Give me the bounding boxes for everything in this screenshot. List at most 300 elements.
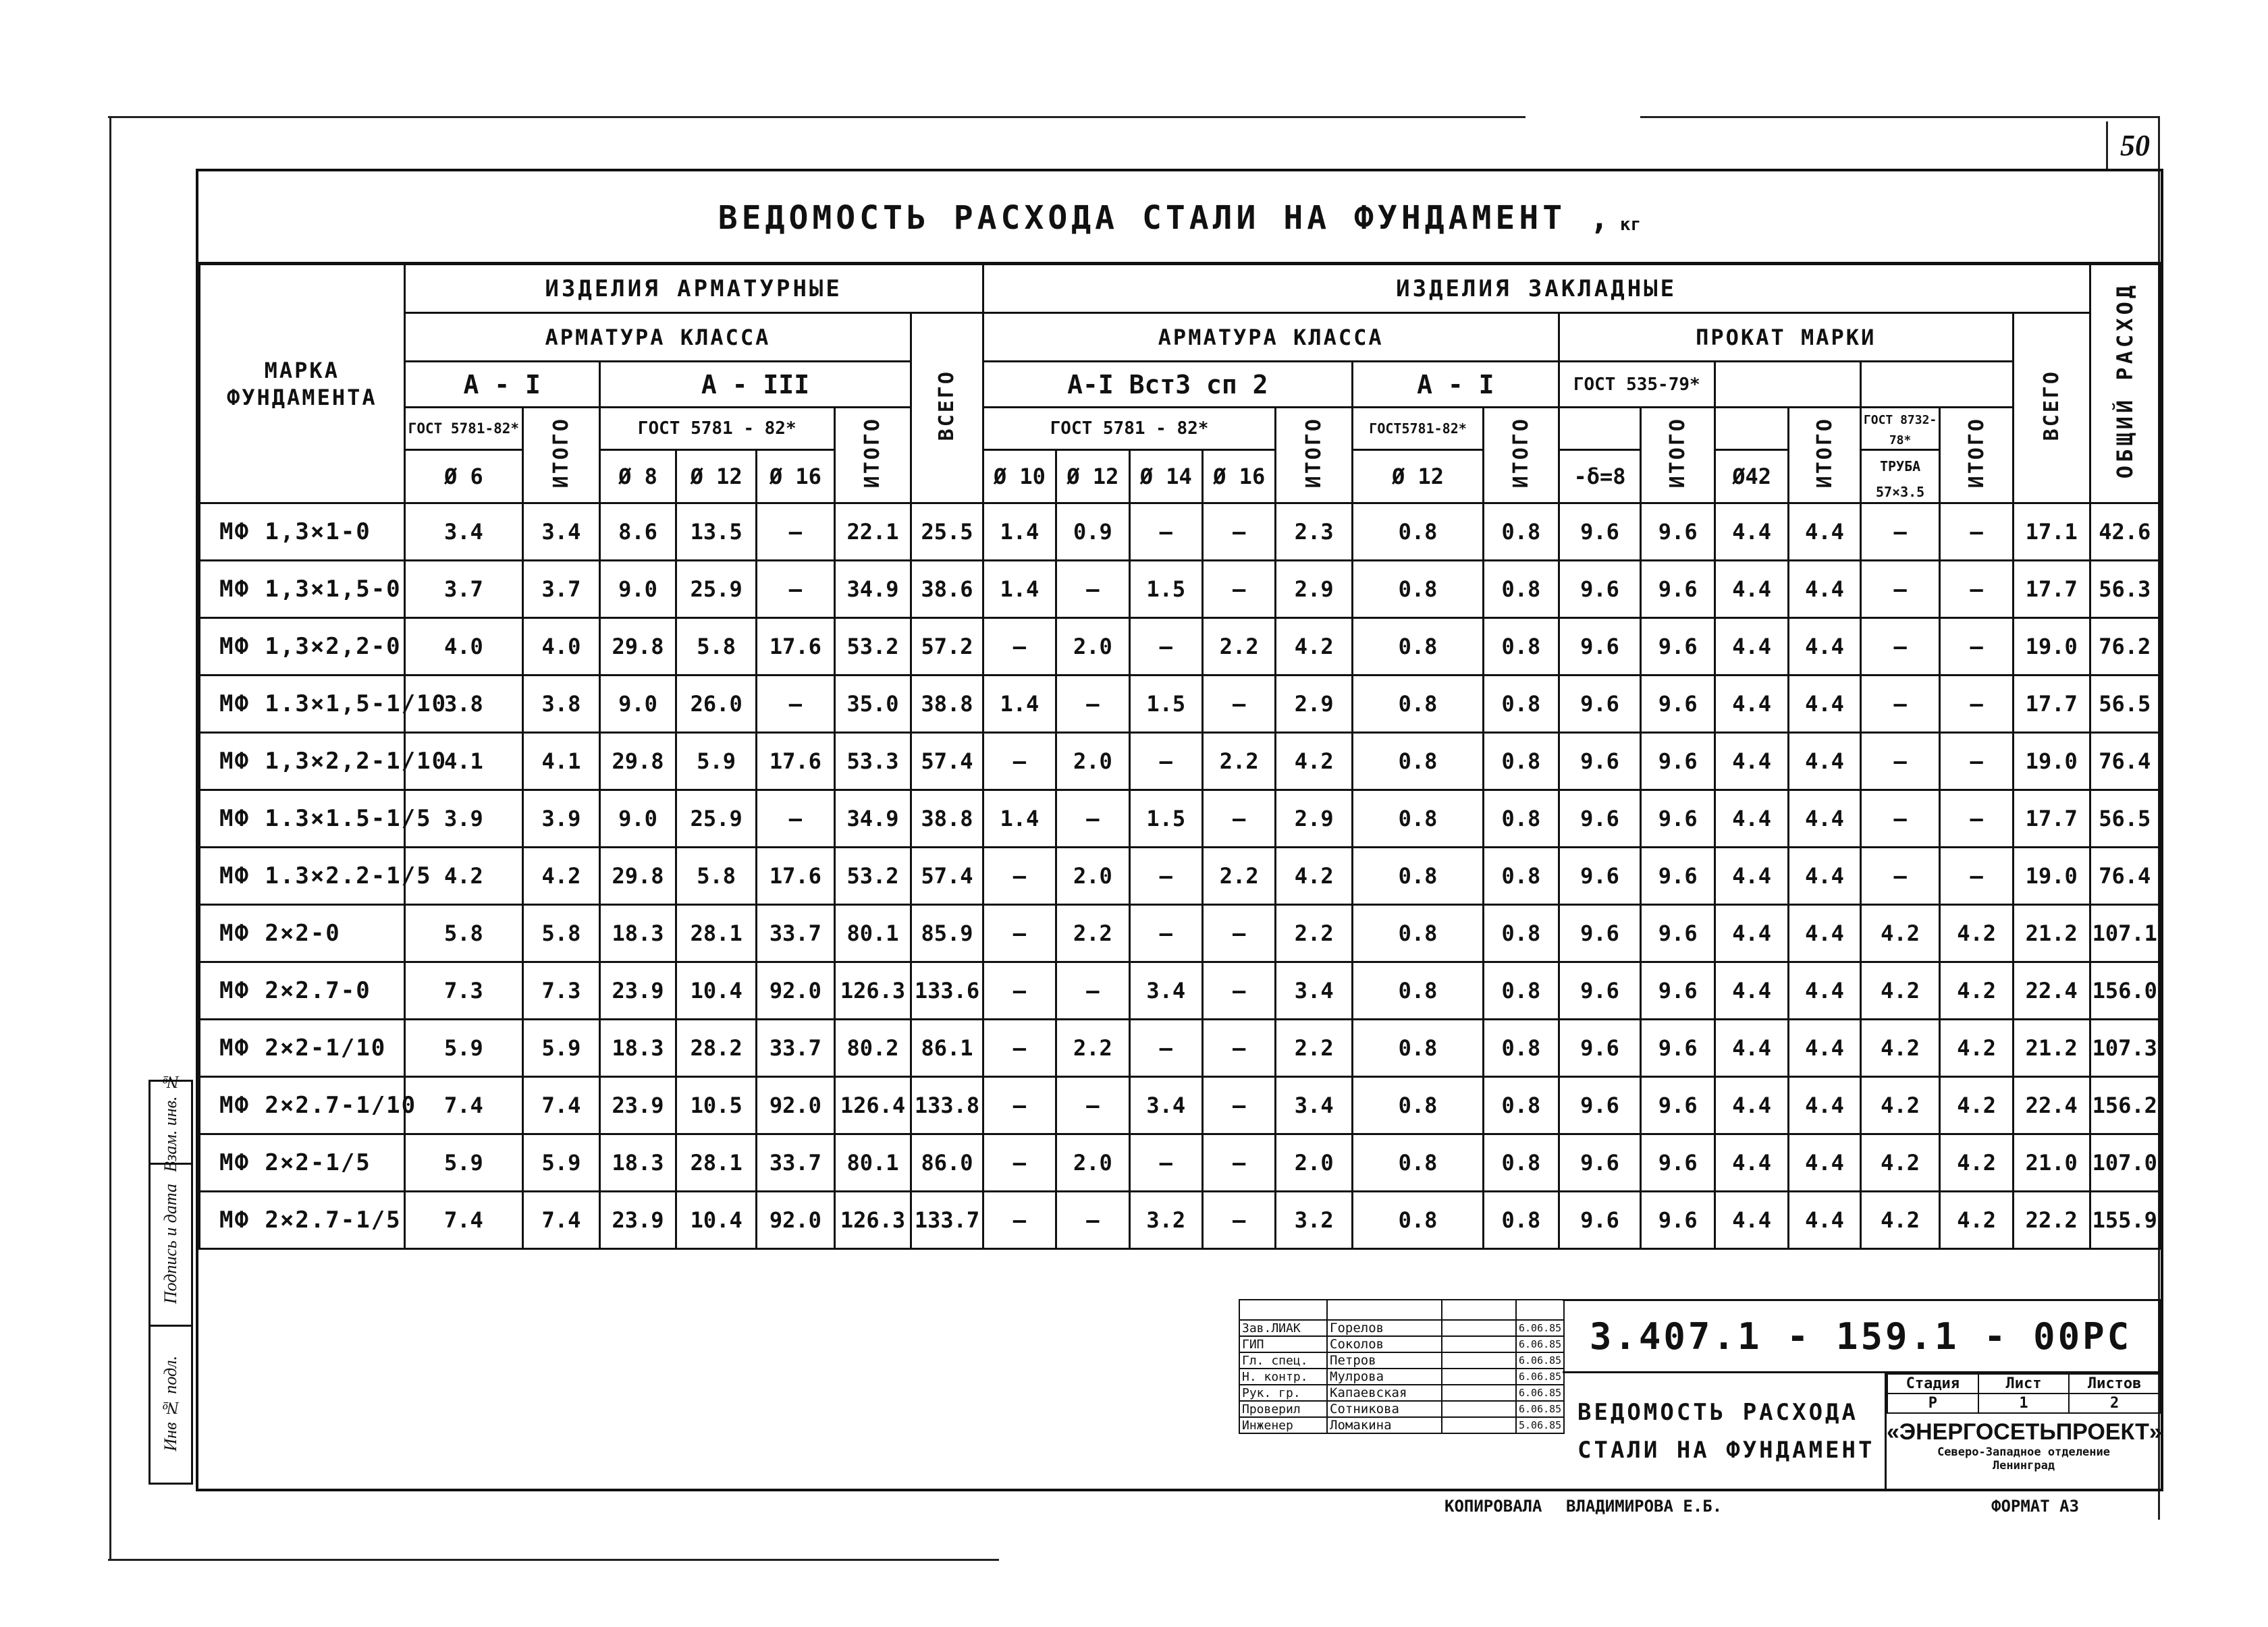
value-cell: — xyxy=(1940,503,2013,561)
value-cell: 0.8 xyxy=(1352,848,1483,905)
value-cell: 5.8 xyxy=(676,618,757,675)
value-cell: 5.9 xyxy=(676,733,757,790)
header-d42: Ø42 xyxy=(1714,450,1788,503)
value-cell: 9.0 xyxy=(599,790,676,848)
value-cell: — xyxy=(983,962,1056,1020)
value-cell: — xyxy=(983,1020,1056,1077)
value-cell: 4.4 xyxy=(1789,790,1860,848)
value-cell: 38.8 xyxy=(911,675,983,733)
value-cell: 9.6 xyxy=(1559,561,1641,618)
value-cell: 2.2 xyxy=(1202,618,1275,675)
value-cell: 5.9 xyxy=(404,1020,523,1077)
value-cell: 18.3 xyxy=(599,905,676,962)
value-cell: 9.6 xyxy=(1559,905,1641,962)
table-row xyxy=(200,1077,2160,1134)
org-sub-2: Ленинград xyxy=(1992,1459,2055,1472)
mark-cell: МФ 1.3×1,5-1/10 xyxy=(200,675,405,733)
signature-person: Ломакина xyxy=(1327,1417,1442,1433)
value-cell: 2.9 xyxy=(1276,675,1353,733)
value-cell: 1.5 xyxy=(1129,675,1202,733)
header-a3: А - III xyxy=(599,362,911,408)
value-cell: 4.2 xyxy=(1940,905,2013,962)
value-cell: 9.6 xyxy=(1641,905,1714,962)
header-a1-b: А - I xyxy=(1352,362,1559,408)
header-rebar-products: ИЗДЕЛИЯ АРМАТУРНЫЕ xyxy=(404,265,983,313)
value-cell: 4.2 xyxy=(404,848,523,905)
value-cell: 4.2 xyxy=(1860,1134,1940,1192)
organization xyxy=(1887,1414,2161,1489)
value-cell: 0.9 xyxy=(1056,503,1129,561)
value-cell: — xyxy=(757,790,835,848)
signature-row xyxy=(1239,1401,1564,1417)
value-cell: 17.7 xyxy=(2013,561,2090,618)
value-cell: 0.8 xyxy=(1352,618,1483,675)
mark-cell: МФ 2×2-1/10 xyxy=(200,1020,405,1077)
mark-cell: МФ 2×2.7-1/5 xyxy=(200,1192,405,1249)
header-d10: Ø 10 xyxy=(983,450,1056,503)
header-vsego-1: ВСЕГО xyxy=(911,313,983,503)
table-row xyxy=(200,1192,2160,1249)
value-cell: — xyxy=(983,1077,1056,1134)
value-cell: 1.5 xyxy=(1129,561,1202,618)
value-cell: 9.6 xyxy=(1641,962,1714,1020)
value-cell: 25.9 xyxy=(676,561,757,618)
value-cell: 0.8 xyxy=(1484,962,1559,1020)
value-cell: — xyxy=(983,905,1056,962)
value-cell: — xyxy=(1860,848,1940,905)
value-cell: 19.0 xyxy=(2013,618,2090,675)
value-cell: 9.6 xyxy=(1559,618,1641,675)
value-cell: — xyxy=(1860,561,1940,618)
value-cell: — xyxy=(1202,503,1275,561)
value-cell: — xyxy=(1202,1192,1275,1249)
value-cell: 3.4 xyxy=(404,503,523,561)
list-header: Лист xyxy=(1978,1374,2070,1394)
value-cell: 0.8 xyxy=(1484,848,1559,905)
header-empty-2 xyxy=(1860,362,2013,408)
value-cell: 76.2 xyxy=(2090,618,2159,675)
table-row xyxy=(200,733,2160,790)
top-cut-line-right xyxy=(1640,116,2160,118)
value-cell: 4.2 xyxy=(1940,1134,2013,1192)
value-cell: 4.4 xyxy=(1714,1020,1788,1077)
value-cell: 0.8 xyxy=(1484,1134,1559,1192)
value-cell: 38.6 xyxy=(911,561,983,618)
value-cell: 85.9 xyxy=(911,905,983,962)
value-cell: — xyxy=(1129,1134,1202,1192)
bottom-cut-line xyxy=(108,1559,999,1561)
value-cell: 0.8 xyxy=(1352,1020,1483,1077)
signature-row xyxy=(1239,1320,1564,1336)
value-cell: 107.3 xyxy=(2090,1020,2159,1077)
value-cell: 4.2 xyxy=(1940,1077,2013,1134)
value-cell: 17.1 xyxy=(2013,503,2090,561)
table-row xyxy=(200,561,2160,618)
value-cell: 42.6 xyxy=(2090,503,2159,561)
signature-row xyxy=(1239,1352,1564,1369)
value-cell: 0.8 xyxy=(1484,790,1559,848)
value-cell: 19.0 xyxy=(2013,848,2090,905)
value-cell: 9.6 xyxy=(1641,1020,1714,1077)
value-cell: 4.2 xyxy=(1860,1020,1940,1077)
value-cell: 29.8 xyxy=(599,733,676,790)
value-cell: 28.1 xyxy=(676,1134,757,1192)
value-cell: 23.9 xyxy=(599,1192,676,1249)
value-cell: 2.0 xyxy=(1056,1134,1129,1192)
value-cell: 17.7 xyxy=(2013,675,2090,733)
value-cell: 0.8 xyxy=(1352,905,1483,962)
signature-role: Инженер xyxy=(1239,1417,1327,1433)
value-cell: 3.8 xyxy=(523,675,600,733)
value-cell: 3.4 xyxy=(1276,1077,1353,1134)
signature-mark xyxy=(1442,1352,1516,1369)
value-cell: — xyxy=(1202,790,1275,848)
value-cell: 4.4 xyxy=(1789,503,1860,561)
value-cell: 4.4 xyxy=(1789,1134,1860,1192)
value-cell: 7.4 xyxy=(404,1192,523,1249)
value-cell: 9.6 xyxy=(1641,1134,1714,1192)
signature-role: Проверил xyxy=(1239,1401,1327,1417)
sheet-number: 50 xyxy=(2106,121,2162,171)
header-itogo-a1b: ИТОГО xyxy=(1484,408,1559,503)
value-cell: 9.0 xyxy=(599,675,676,733)
value-cell: 5.8 xyxy=(404,905,523,962)
value-cell: 4.2 xyxy=(523,848,600,905)
value-cell: 56.5 xyxy=(2090,675,2159,733)
value-cell: 9.6 xyxy=(1559,675,1641,733)
value-cell: 92.0 xyxy=(757,1192,835,1249)
table-row xyxy=(200,675,2160,733)
value-cell: 2.0 xyxy=(1276,1134,1353,1192)
value-cell: 9.6 xyxy=(1559,1077,1641,1134)
value-cell: — xyxy=(1129,733,1202,790)
signature-row xyxy=(1239,1385,1564,1401)
value-cell: — xyxy=(983,618,1056,675)
header-gost8732: ГОСТ 8732-78* xyxy=(1860,408,1940,450)
value-cell: — xyxy=(1056,1077,1129,1134)
value-cell: — xyxy=(1202,1134,1275,1192)
value-cell: 4.2 xyxy=(1860,1192,1940,1249)
value-cell: — xyxy=(983,733,1056,790)
value-cell: 4.4 xyxy=(1714,503,1788,561)
mark-cell: МФ 2×2.7-0 xyxy=(200,962,405,1020)
value-cell: 3.7 xyxy=(523,561,600,618)
value-cell: 17.7 xyxy=(2013,790,2090,848)
value-cell: 156.0 xyxy=(2090,962,2159,1020)
value-cell: 2.2 xyxy=(1056,1020,1129,1077)
value-cell: 4.4 xyxy=(1789,848,1860,905)
value-cell: 4.4 xyxy=(1789,561,1860,618)
lists-value: 2 xyxy=(2069,1394,2160,1413)
header-d12-vst3: Ø 12 xyxy=(1056,450,1129,503)
copied-label: КОПИРОВАЛА xyxy=(1444,1497,1542,1516)
value-cell: 1.5 xyxy=(1129,790,1202,848)
value-cell: 56.5 xyxy=(2090,790,2159,848)
header-blank-s xyxy=(1559,408,1641,450)
document-code: 3.407.1 - 159.1 - 00РС xyxy=(1563,1299,2161,1373)
value-cell: 9.0 xyxy=(599,561,676,618)
value-cell: 80.1 xyxy=(834,1134,911,1192)
value-cell: 5.9 xyxy=(404,1134,523,1192)
mark-cell: МФ 1.3×2.2-1/5 xyxy=(200,848,405,905)
value-cell: 9.6 xyxy=(1641,1077,1714,1134)
value-cell: 1.4 xyxy=(983,561,1056,618)
value-cell: 23.9 xyxy=(599,1077,676,1134)
header-gost5781-a: ГОСТ 5781-82* xyxy=(404,408,523,450)
header-gost5781-d: ГОСТ5781-82* xyxy=(1352,408,1483,450)
value-cell: — xyxy=(983,848,1056,905)
value-cell: — xyxy=(1129,618,1202,675)
header-a1: А - I xyxy=(404,362,599,408)
value-cell: 0.8 xyxy=(1484,618,1559,675)
header-mark: МАРКА ФУНДАМЕНТА xyxy=(200,265,405,503)
value-cell: 4.2 xyxy=(1860,1077,1940,1134)
page-title xyxy=(198,174,2161,265)
value-cell: — xyxy=(1860,503,1940,561)
value-cell: 8.6 xyxy=(599,503,676,561)
value-cell: 4.4 xyxy=(1789,618,1860,675)
signature-role: Зав.ЛИАК xyxy=(1239,1320,1327,1336)
signature-person: Капаевская xyxy=(1327,1385,1442,1401)
signature-person: Сотникова xyxy=(1327,1401,1442,1417)
value-cell: 22.4 xyxy=(2013,962,2090,1020)
value-cell: 3.4 xyxy=(1276,962,1353,1020)
value-cell: — xyxy=(1860,618,1940,675)
value-cell: 4.4 xyxy=(1714,675,1788,733)
value-cell: 53.3 xyxy=(834,733,911,790)
value-cell: 126.3 xyxy=(834,962,911,1020)
side-stamp-cell-1: Взам. инв. № xyxy=(151,1082,191,1165)
value-cell: — xyxy=(1129,1020,1202,1077)
table-row xyxy=(200,618,2160,675)
value-cell: — xyxy=(1129,503,1202,561)
value-cell: 5.8 xyxy=(676,848,757,905)
header-gost5781-b: ГОСТ 5781 - 82* xyxy=(599,408,834,450)
value-cell: — xyxy=(1940,790,2013,848)
value-cell: 86.1 xyxy=(911,1020,983,1077)
side-stamp-cell-3: Инв № подл. xyxy=(161,1356,180,1452)
mark-cell: МФ 2×2.7-1/10 xyxy=(200,1077,405,1134)
header-empty-1 xyxy=(1714,362,1860,408)
sheet-name xyxy=(1563,1373,1887,1489)
signature-date: 6.06.85 xyxy=(1516,1336,1564,1352)
signature-date: 6.06.85 xyxy=(1516,1385,1564,1401)
signature-mark xyxy=(1442,1417,1516,1433)
value-cell: 10.4 xyxy=(676,962,757,1020)
value-cell: 4.2 xyxy=(1940,962,2013,1020)
signature-mark xyxy=(1442,1336,1516,1352)
value-cell: 57.4 xyxy=(911,848,983,905)
value-cell: 0.8 xyxy=(1352,1134,1483,1192)
value-cell: 9.6 xyxy=(1641,561,1714,618)
value-cell: 4.1 xyxy=(404,733,523,790)
value-cell: — xyxy=(1056,675,1129,733)
stage-value: Р xyxy=(1887,1394,1978,1413)
value-cell: 4.4 xyxy=(1789,675,1860,733)
value-cell: 2.9 xyxy=(1276,561,1353,618)
signature-date: 6.06.85 xyxy=(1516,1352,1564,1369)
header-embedded: ИЗДЕЛИЯ ЗАКЛАДНЫЕ xyxy=(983,265,2090,313)
value-cell: 86.0 xyxy=(911,1134,983,1192)
value-cell: 29.8 xyxy=(599,618,676,675)
value-cell: 35.0 xyxy=(834,675,911,733)
signature-date: 5.06.85 xyxy=(1516,1417,1564,1433)
list-value: 1 xyxy=(1978,1394,2070,1413)
table-row xyxy=(200,1134,2160,1192)
value-cell: 7.4 xyxy=(523,1077,600,1134)
value-cell: 4.4 xyxy=(1714,905,1788,962)
value-cell: 21.0 xyxy=(2013,1134,2090,1192)
value-cell: 2.2 xyxy=(1056,905,1129,962)
header-d12b: Ø 12 xyxy=(1352,450,1483,503)
signature-date: 6.06.85 xyxy=(1516,1369,1564,1385)
value-cell: 0.8 xyxy=(1352,733,1483,790)
header-itogo-pipe: ИТОГО xyxy=(1940,408,2013,503)
value-cell: 33.7 xyxy=(757,1134,835,1192)
header-d12: Ø 12 xyxy=(676,450,757,503)
header-total: ОБЩИЙ РАСХОД xyxy=(2090,265,2159,503)
value-cell: 56.3 xyxy=(2090,561,2159,618)
value-cell: — xyxy=(1056,1192,1129,1249)
value-cell: 13.5 xyxy=(676,503,757,561)
value-cell: 126.4 xyxy=(834,1077,911,1134)
value-cell: 155.9 xyxy=(2090,1192,2159,1249)
value-cell: — xyxy=(983,1192,1056,1249)
value-cell: 9.6 xyxy=(1559,733,1641,790)
value-cell: — xyxy=(1940,561,2013,618)
value-cell: 57.2 xyxy=(911,618,983,675)
value-cell: 3.2 xyxy=(1276,1192,1353,1249)
signature-row xyxy=(1239,1336,1564,1352)
value-cell: 22.1 xyxy=(834,503,911,561)
value-cell: 9.6 xyxy=(1641,675,1714,733)
header-itogo-s: ИТОГО xyxy=(1641,408,1714,503)
header-prokat: ПРОКАТ МАРКИ xyxy=(1559,313,2013,362)
title-unit: кг xyxy=(1619,215,1642,235)
value-cell: 4.2 xyxy=(1860,962,1940,1020)
value-cell: 4.4 xyxy=(1789,1192,1860,1249)
header-gost5781-c: ГОСТ 5781 - 82* xyxy=(983,408,1276,450)
value-cell: 25.5 xyxy=(911,503,983,561)
header-gost535: ГОСТ 535-79* xyxy=(1559,362,1714,408)
value-cell: 2.0 xyxy=(1056,733,1129,790)
value-cell: 1.4 xyxy=(983,790,1056,848)
value-cell: 10.4 xyxy=(676,1192,757,1249)
signature-person: Соколов xyxy=(1327,1336,1442,1352)
value-cell: 33.7 xyxy=(757,905,835,962)
value-cell: 28.1 xyxy=(676,905,757,962)
title-text: ВЕДОМОСТЬ РАСХОДА СТАЛИ НА ФУНДАМЕНТ , xyxy=(718,199,1613,237)
value-cell: 18.3 xyxy=(599,1020,676,1077)
value-cell: 4.4 xyxy=(1714,1134,1788,1192)
value-cell: 9.6 xyxy=(1641,503,1714,561)
value-cell: 21.2 xyxy=(2013,1020,2090,1077)
value-cell: — xyxy=(1202,675,1275,733)
value-cell: 76.4 xyxy=(2090,733,2159,790)
value-cell: 9.6 xyxy=(1559,848,1641,905)
value-cell: 80.1 xyxy=(834,905,911,962)
value-cell: 92.0 xyxy=(757,962,835,1020)
value-cell: 156.2 xyxy=(2090,1077,2159,1134)
table-row xyxy=(200,790,2160,848)
header-pipe: ТРУБА 57×3.5 xyxy=(1860,450,1940,503)
value-cell: 0.8 xyxy=(1352,675,1483,733)
side-stamp xyxy=(148,1072,193,1485)
signature-role: Рук. гр. xyxy=(1239,1385,1327,1401)
table-row xyxy=(200,503,2160,561)
value-cell: 23.9 xyxy=(599,962,676,1020)
value-cell: 126.3 xyxy=(834,1192,911,1249)
value-cell: 3.9 xyxy=(523,790,600,848)
value-cell: 4.4 xyxy=(1789,1077,1860,1134)
mark-cell: МФ 2×2-1/5 xyxy=(200,1134,405,1192)
header-d16: Ø 16 xyxy=(757,450,835,503)
value-cell: 17.6 xyxy=(757,733,835,790)
mark-cell: МФ 1,3×2,2-0 xyxy=(200,618,405,675)
value-cell: — xyxy=(1202,561,1275,618)
value-cell: — xyxy=(1202,962,1275,1020)
value-cell: 3.4 xyxy=(1129,962,1202,1020)
value-cell: 25.9 xyxy=(676,790,757,848)
value-cell: 0.8 xyxy=(1484,733,1559,790)
value-cell: 76.4 xyxy=(2090,848,2159,905)
top-cut-line xyxy=(108,116,1526,118)
value-cell: 4.2 xyxy=(1860,905,1940,962)
value-cell: 9.6 xyxy=(1641,790,1714,848)
value-cell: 4.2 xyxy=(1276,733,1353,790)
value-cell: — xyxy=(1202,1077,1275,1134)
value-cell: 9.6 xyxy=(1641,1192,1714,1249)
value-cell: — xyxy=(1860,790,1940,848)
value-cell: 133.7 xyxy=(911,1192,983,1249)
header-s8: -δ=8 xyxy=(1559,450,1641,503)
value-cell: 4.0 xyxy=(404,618,523,675)
value-cell: — xyxy=(1056,790,1129,848)
value-cell: 0.8 xyxy=(1352,1077,1483,1134)
value-cell: — xyxy=(1129,905,1202,962)
header-itogo-vst3: ИТОГО xyxy=(1276,408,1353,503)
value-cell: 80.2 xyxy=(834,1020,911,1077)
value-cell: 4.1 xyxy=(523,733,600,790)
copied-name: ВЛАДИМИРОВА Е.Б. xyxy=(1566,1497,1723,1516)
value-cell: 4.4 xyxy=(1714,561,1788,618)
value-cell: 0.8 xyxy=(1484,503,1559,561)
header-itogo-a3: ИТОГО xyxy=(834,408,911,503)
signature-mark xyxy=(1442,1385,1516,1401)
value-cell: 17.6 xyxy=(757,618,835,675)
value-cell: 38.8 xyxy=(911,790,983,848)
value-cell: 22.4 xyxy=(2013,1077,2090,1134)
value-cell: — xyxy=(1056,962,1129,1020)
value-cell: — xyxy=(757,503,835,561)
value-cell: 4.4 xyxy=(1714,848,1788,905)
value-cell: 92.0 xyxy=(757,1077,835,1134)
value-cell: 4.4 xyxy=(1789,905,1860,962)
header-itogo-d42: ИТОГО xyxy=(1789,408,1860,503)
value-cell: 0.8 xyxy=(1484,1020,1559,1077)
signature-person: Мулрова xyxy=(1327,1369,1442,1385)
value-cell: 0.8 xyxy=(1352,962,1483,1020)
value-cell: 4.4 xyxy=(1789,962,1860,1020)
signature-mark xyxy=(1442,1401,1516,1417)
value-cell: — xyxy=(1860,733,1940,790)
value-cell: 33.7 xyxy=(757,1020,835,1077)
value-cell: 7.4 xyxy=(404,1077,523,1134)
value-cell: 4.4 xyxy=(1714,618,1788,675)
value-cell: 4.2 xyxy=(1276,618,1353,675)
value-cell: — xyxy=(1940,675,2013,733)
value-cell: 22.2 xyxy=(2013,1192,2090,1249)
